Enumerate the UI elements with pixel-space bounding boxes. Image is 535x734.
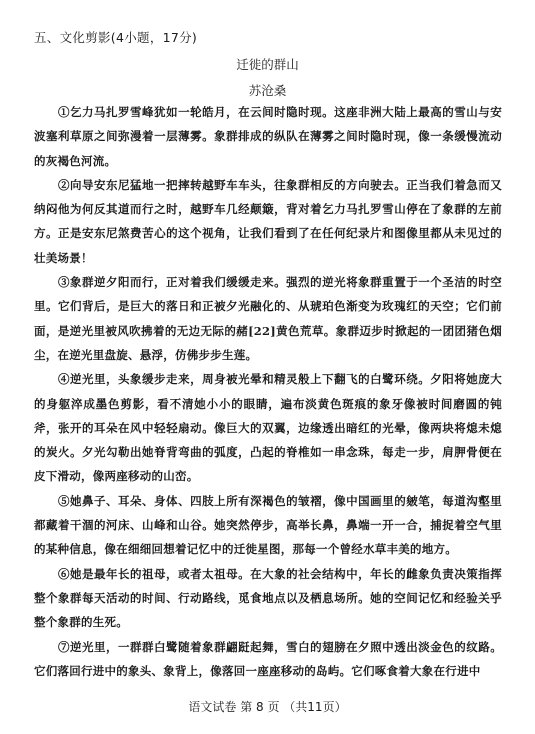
paragraph-6: ⑥她是最年长的祖母，或者太祖母。在大象的社会结构中，年长的雌象负责决策指挥整个象群每天活动的时间、行动路线，觅食地点以及栖息场所。她的空间记忆和经验关乎整个象群的生死。 bbox=[34, 566, 502, 630]
paragraph-7: ⑦逆光里，一群群白鹭随着象群翩跹起舞，雪白的翅膀在夕照中透出淡金色的纹路。它们落回行进中的象头、象背上，像落回一座座移动的岛屿。它们啄食着大象在行进中 bbox=[34, 639, 502, 678]
paragraph-3: ③象群逆夕阳而行，正对着我们缓缓走来。强烈的逆光将象群重置于一个圣洁的时空里。它们背后，是巨大的落日和正被夕光融化的、从琥珀色渐变为玫瑰红的天空；它们前面，是逆光里被风吹拂着的无边无际的赭[22]黄色荒草。象群迈步时掀起的一团团猪色烟尘，在逆光里盘旋、悬浮，仿佛步步生莲。 bbox=[34, 275, 502, 362]
page-footer: 语文试卷 第 8 页 （共11页） bbox=[188, 700, 347, 714]
article-body bbox=[34, 100, 502, 683]
article-author: 苏沧桑 bbox=[248, 83, 287, 98]
paragraph-4: ④逆光里，头象缓步走来，周身被光晕和精灵般上下翻飞的白鹭环绕。夕阳将她庞大的身躯淬成墨色剪影，看不清她小小的眼睛，遍布淡黄色斑痕的象牙像被时间磨圆的钝斧，张开的耳朵在风中轻轻扇动。像巨大的双翼，边缘透出暗红的光晕，像两块将熄未熄的炭火。夕光勾勒出她脊背弯曲的弧度，凸起的脊椎如一串念珠，每走一步，肩胛骨便在皮下滑动，像两座移动的山峦。 bbox=[34, 372, 502, 484]
paragraph-5: ⑤她鼻子、耳朵、身体、四肢上所有深褐色的皱褶，像中国画里的皴笔，每道沟壑里都藏着干涸的河床、山峰和山谷。她突然停步，高举长鼻，鼻端一开一合，捕捉着空气里的某种信息，像在细细回想着记忆中的迁徙星图，那每一个曾经水草丰美的地方。 bbox=[34, 493, 502, 557]
article-title: 迁徙的群山 bbox=[236, 57, 299, 72]
paragraph-1: ①乞力马扎罗雪峰犹如一轮皓月，在云间时隐时现。这座非洲大陆上最高的雪山与安波塞利草原之间弥漫着一层薄雾。象群排成的纵队在薄雾之间时隐时现，像一条缓慢流动的灰褐色河流。 bbox=[34, 105, 502, 168]
section-heading: 五、文化剪影(4小题，17分) bbox=[34, 30, 198, 45]
paragraph-2: ②向导安东尼猛地一把摔转越野车车头，往象群相反的方向驶去。正当我们着急而又纳闷他为何反其道而行之时，越野车几经颠簸，背对着乞力马扎罗雪山停在了象群的左前方。正是安东尼煞费苦心的这个视角，让我们看到了在任何纪录片和图像里都从未见过的壮美场景！ bbox=[34, 177, 502, 265]
